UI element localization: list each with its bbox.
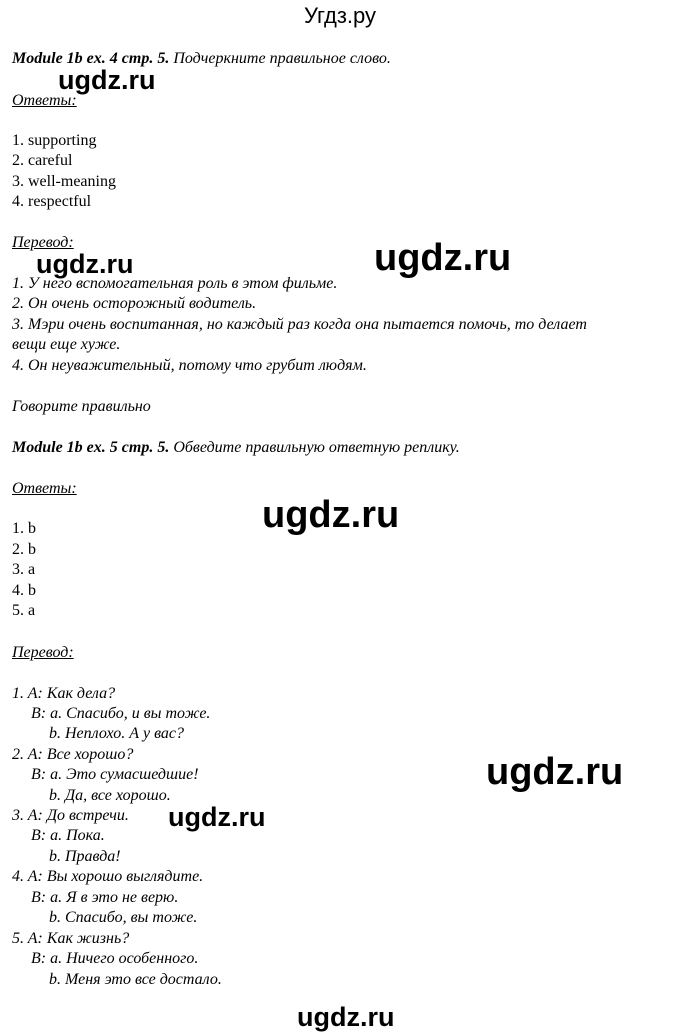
dialogue-line: b. Правда! [49, 848, 121, 865]
watermark: ugdz.ru [374, 237, 512, 279]
dialogue-line: b. Да, все хорошо. [49, 787, 171, 804]
dialogue-line: B: a. Спасибо, и вы тоже. [31, 705, 211, 722]
ex5-answer-item: 1. b [12, 520, 36, 537]
ex5-answer-item: 4. b [12, 582, 36, 599]
ex4-translation-line: вещи еще хуже. [12, 336, 121, 353]
watermark: ugdz.ru [58, 65, 156, 95]
watermark: ugdz.ru [262, 494, 400, 536]
watermark: ugdz.ru [486, 751, 624, 793]
dialogue-line: 5. A: Как жизнь? [12, 930, 130, 947]
section-note: Говорите правильно [12, 398, 151, 415]
ex5-answers-label: Ответы: [12, 480, 77, 497]
ex5-title-rest: Обведите правильную ответную реплику. [169, 439, 460, 456]
dialogue-line: B: a. Пока. [31, 827, 105, 844]
ex5-title [12, 438, 460, 458]
watermark: ugdz.ru [168, 802, 266, 832]
dialogue-line: b. Спасибо, вы тоже. [49, 909, 198, 926]
ex5-title-bold: Module 1b ex. 5 стр. 5. [12, 439, 170, 456]
ex4-translation-line: 2. Он очень осторожный водитель. [12, 295, 257, 312]
dialogue-line: b. Неплохо. А у вас? [49, 725, 185, 742]
ex4-title-rest: Подчеркните правильное слово. [169, 50, 391, 67]
watermark: ugdz.ru [297, 1002, 395, 1032]
ex4-answer-item: 1. supporting [12, 132, 97, 149]
ex4-title-bold: Module 1b ex. 4 стр. 5. [12, 50, 170, 67]
ex4-answer-item: 4. respectful [12, 193, 92, 210]
watermark: ugdz.ru [36, 249, 134, 279]
dialogue-line: B: a. Я в это не верю. [31, 889, 179, 906]
dialogue-line: 1. A: Как дела? [12, 685, 116, 702]
dialogue-line: 2. A: Все хорошо? [12, 746, 134, 763]
ex4-answers-label: Ответы: [12, 92, 77, 109]
ex5-answer-item: 2. b [12, 541, 36, 558]
dialogue-line: 4. A: Вы хорошо выглядите. [12, 868, 204, 885]
dialogue-line: B: a. Это сумасшедшие! [31, 766, 199, 783]
ex5-answer-item: 5. a [12, 602, 36, 619]
ex4-translation-label: Перевод: [12, 234, 74, 251]
ex4-translation-line: 4. Он неуважительный, потому что грубит людям. [12, 357, 367, 374]
dialogue-line: b. Меня это все достало. [49, 971, 222, 988]
ex5-answer-item: 3. a [12, 561, 36, 578]
dialogue-line: 3. A: До встречи. [12, 807, 129, 824]
ex4-translation-line: 3. Мэри очень воспитанная, но каждый раз когда она пытается помочь, то делает [12, 316, 587, 333]
ex5-translation-label: Перевод: [12, 644, 74, 661]
ex4-answer-item: 3. well-meaning [12, 173, 116, 190]
ex4-translation-line: 1. У него вспомогательная роль в этом фильме. [12, 275, 338, 292]
ex4-answer-item: 2. careful [12, 152, 73, 169]
site-title: Угдз.ру [303, 3, 377, 28]
dialogue-line: B: a. Ничего особенного. [31, 950, 199, 967]
